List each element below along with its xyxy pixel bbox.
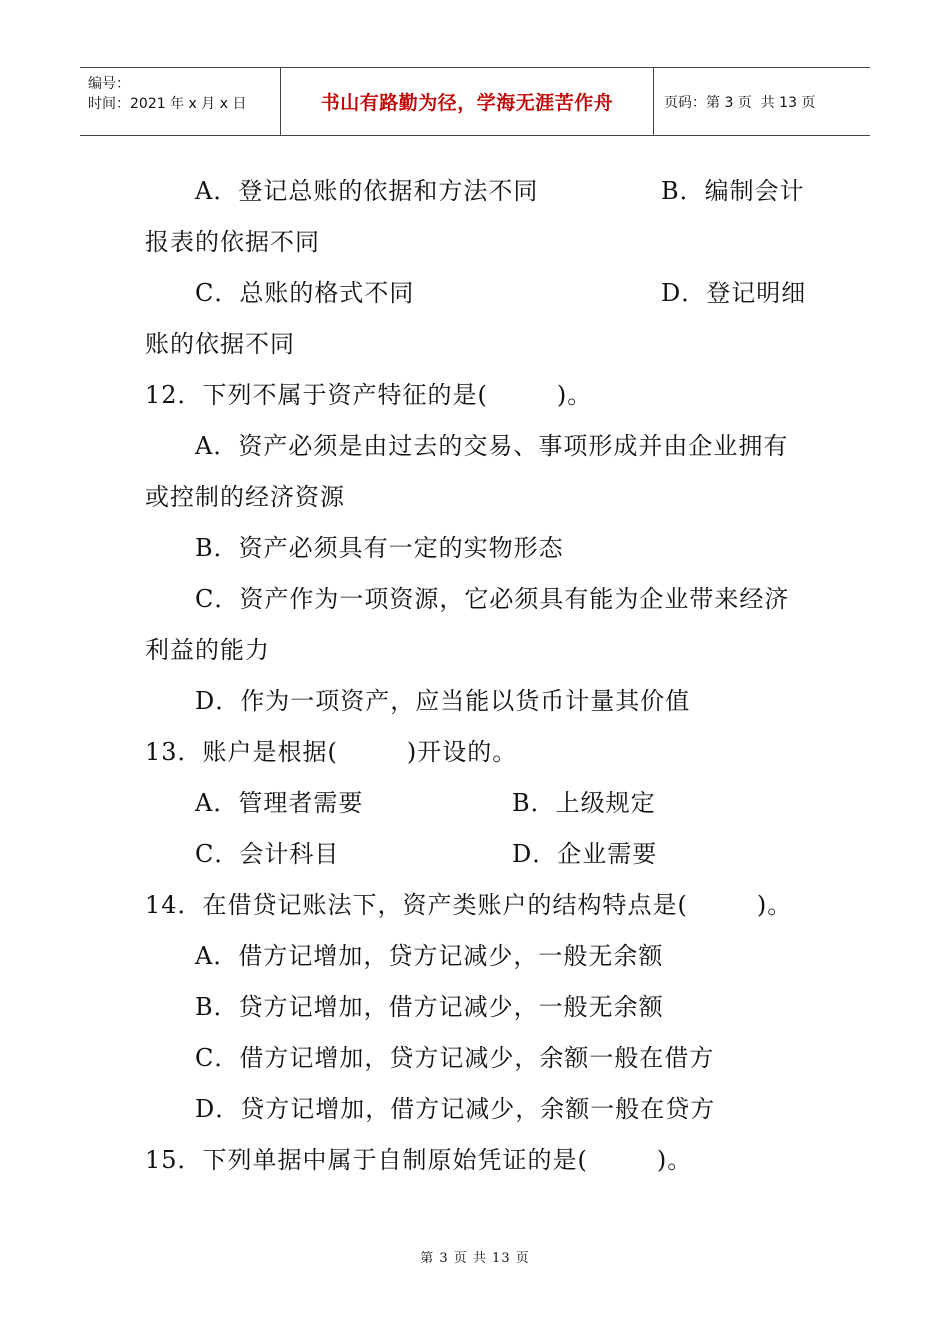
document-header	[80, 67, 870, 136]
option-line: D．贷方记增加，借方记减少，余额一般在贷方	[195, 1095, 716, 1123]
document-number-label: 编号：	[88, 76, 130, 92]
option-line: A．资产必须是由过去的交易、事项形成并由企业拥有	[195, 432, 789, 460]
option-line: B．编制会计	[661, 177, 805, 205]
header-page-info: 页码：第 3 页 共 13 页	[664, 94, 816, 111]
option-continuation: 或控制的经济资源	[145, 483, 345, 511]
option-line: A．登记总账的依据和方法不同	[195, 177, 539, 205]
option-line: C．总账的格式不同	[195, 279, 415, 307]
question-12: 12．下列不属于资产特征的是( )。	[145, 381, 593, 409]
document-date-label: 时间：2021 年 x 月 x 日	[88, 96, 247, 112]
header-meta	[80, 68, 281, 135]
option-continuation: 报表的依据不同	[145, 228, 320, 256]
option-line: D．作为一项资产，应当能以货币计量其价值	[195, 687, 691, 715]
option-line: A．借方记增加，贷方记减少，一般无余额	[195, 942, 664, 970]
option-line: D．企业需要	[512, 840, 658, 868]
page-footer: 第 3 页 共 13 页	[420, 1251, 530, 1266]
option-line: B．贷方记增加，借方记减少，一般无余额	[195, 993, 664, 1021]
header-motto-cell	[281, 68, 654, 135]
header-motto: 书山有路勤为径，学海无涯苦作舟	[320, 92, 614, 114]
option-line: C．资产作为一项资源，它必须具有能为企业带来经济	[195, 585, 790, 613]
option-continuation: 账的依据不同	[145, 330, 295, 358]
option-continuation: 利益的能力	[145, 636, 270, 664]
option-line: C．借方记增加，贷方记减少，余额一般在借方	[195, 1044, 715, 1072]
header-page-cell	[654, 68, 870, 135]
question-15: 15．下列单据中属于自制原始凭证的是( )。	[145, 1146, 693, 1174]
option-line: D．登记明细	[661, 279, 807, 307]
question-14: 14．在借贷记账法下，资产类账户的结构特点是( )。	[145, 891, 793, 919]
option-line: C．会计科目	[195, 840, 340, 868]
option-line: B．上级规定	[512, 789, 656, 817]
question-13: 13．账户是根据( )开设的。	[145, 738, 518, 766]
option-line: B．资产必须具有一定的实物形态	[195, 534, 564, 562]
option-line: A．管理者需要	[195, 789, 364, 817]
